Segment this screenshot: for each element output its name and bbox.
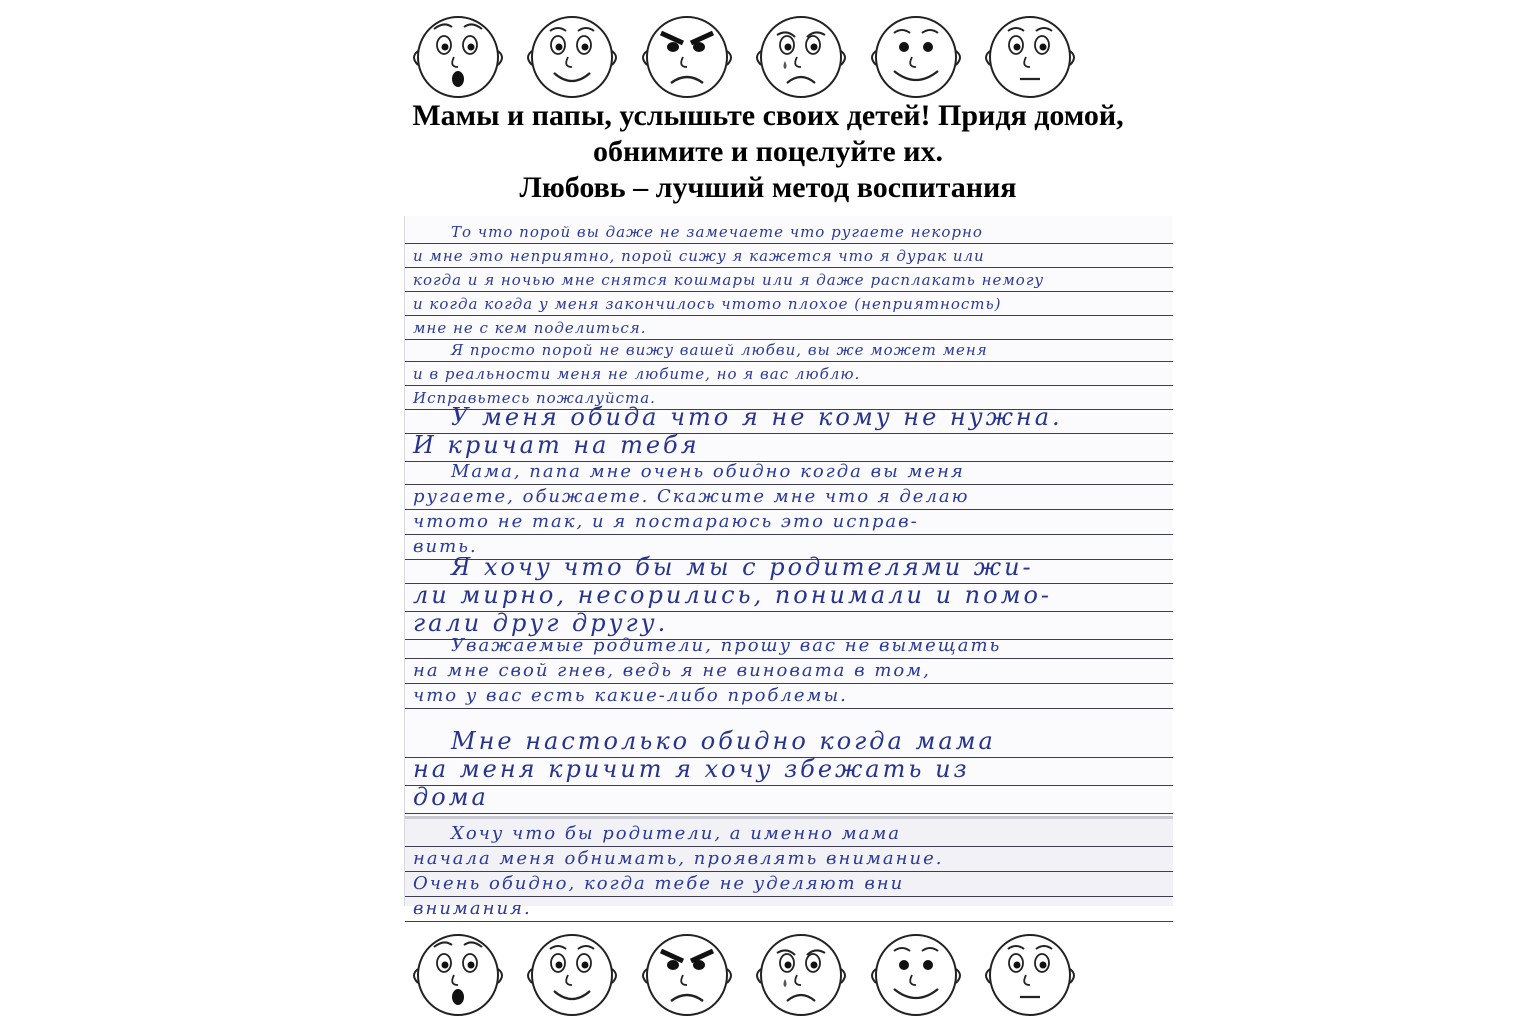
smiling-face-icon [862,919,970,1027]
ruled-line [405,684,1173,709]
handwritten-text: Уважаемые родители, прошу вас не вымещать [451,635,1002,656]
ruled-line [405,268,1173,292]
handwritten-text: мне не с кем поделиться. [413,319,647,337]
smiling-face-icon [862,1,970,109]
handwritten-text: и мне это неприятно, порой сижу я кажется что я дурак или [413,247,985,265]
handwritten-text: Исправьтесь пожалуйста. [413,389,656,407]
angry-face-icon [633,1,741,109]
ruled-line [405,581,1173,612]
ruled-line [405,634,1173,659]
faces-row-top [404,0,1084,110]
handwritten-text: И кричат на тебя [413,431,700,459]
crying-face-icon [747,919,855,1027]
handwritten-text: Мама, папа мне очень обидно когда вы меня [451,461,965,482]
handwritten-note [405,338,1173,410]
ruled-line [405,783,1173,814]
ruled-line [405,847,1173,872]
surprised-face-icon [404,919,512,1027]
handwritten-text: и когда когда у меня закончилось чтото плохое (неприятность) [413,295,1002,313]
ruled-line [405,220,1173,244]
ruled-line [405,403,1173,434]
handwritten-text: Хочу что бы родители, а именно мама [451,823,901,844]
handwritten-text: дома [413,783,489,811]
handwritten-text: и в реальности меня не любите, но я вас люблю. [413,365,861,383]
neutral-face-icon [976,1,1084,109]
ruled-line [405,872,1173,897]
handwritten-text: ругаете, обижаете. Скажите мне что я делаю [413,486,970,507]
handwritten-note [405,822,1173,922]
handwritten-note [405,553,1173,640]
page-heading [300,98,1236,206]
handwritten-text: начала меня обнимать, проявлять внимание. [413,848,944,869]
surprised-face-icon [404,1,512,109]
ruled-line [405,659,1173,684]
crying-face-icon [747,1,855,109]
paper-seam [405,816,1173,819]
handwritten-note [405,460,1173,560]
ruled-line [405,553,1173,584]
ruled-line [405,316,1173,340]
happy-face-icon [518,919,626,1027]
handwritten-text: То что порой вы даже не замечаете что ругаете некорно [451,223,983,241]
ruled-line [405,362,1173,386]
happy-face-icon [518,1,626,109]
handwritten-text: ли мирно, несорились, понимали и помо- [413,581,1053,609]
handwritten-text: чтото не так, и я постараюсь это исправ- [413,511,919,532]
handwritten-note [405,727,1173,814]
ruled-line [405,460,1173,485]
handwritten-note [405,220,1173,340]
handwritten-sheet [404,216,1173,919]
heading-line-3: Любовь – лучший метод воспитания [519,171,1017,204]
handwritten-text: Я хочу что бы мы с родителями жи- [451,553,1034,581]
handwritten-text: что у вас есть какие-либо проблемы. [413,685,848,706]
handwritten-text: гали друг другу. [413,609,669,637]
handwritten-text: У меня обида что я не кому не нужна. [451,403,1063,431]
handwritten-text: вить. [413,536,478,557]
handwritten-note [405,634,1173,709]
handwritten-text: Очень обидно, когда тебе не уделяют вни [413,873,905,894]
ruled-line [405,727,1173,758]
handwritten-note [405,403,1173,462]
handwritten-text: на мне свой гнев, ведь я не виновата в том, [413,660,931,681]
handwritten-text: внимания. [413,898,532,919]
ruled-line [405,755,1173,786]
ruled-line [405,822,1173,847]
handwritten-text: когда и я ночью мне снятся кошмары или я даже расплакать немогу [413,271,1045,289]
faces-row-bottom [404,918,1084,1028]
ruled-line [405,292,1173,316]
handwritten-text: Я просто порой не вижу вашей любви, вы же может меня [451,341,988,359]
ruled-line [405,485,1173,510]
neutral-face-icon [976,919,1084,1027]
handwritten-text: на меня кричит я хочу збежать из [413,755,970,783]
heading-line-2: обнимите и поцелуйте их. [593,135,943,168]
ruled-line [405,510,1173,535]
ruled-line [405,244,1173,268]
ruled-line [405,338,1173,362]
handwritten-text: Мне настолько обидно когда мама [451,727,996,755]
angry-face-icon [633,919,741,1027]
ruled-line [405,431,1173,462]
heading-line-1: Мамы и папы, услышьте своих детей! Придя домой, [412,99,1124,132]
